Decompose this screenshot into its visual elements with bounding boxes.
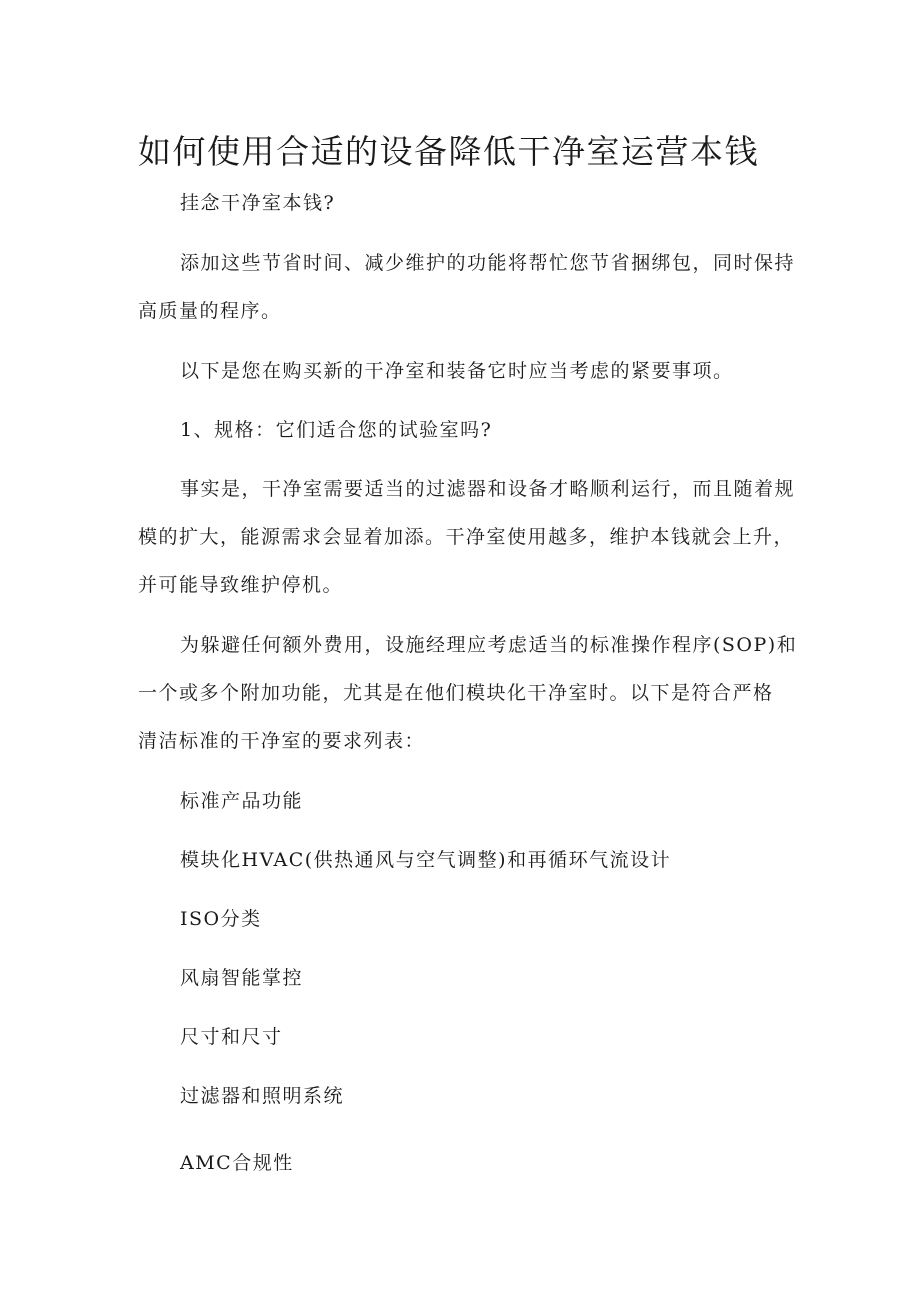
list-item: 标准产品功能: [180, 790, 304, 812]
paragraph-avoid-cost-line-2: 一个或多个附加功能，尤其是在他们模块化干净室时。以下是符合严格: [138, 682, 774, 704]
paragraph-considerations: 以下是您在购买新的干净室和装备它时应当考虑的紧要事项。: [180, 360, 734, 382]
paragraph-fact-line-1: 事实是，干净室需要适当的过滤器和设备才略顺利运行，而且随着规: [180, 478, 796, 500]
paragraph-fact-line-3: 并可能导致维护停机。: [138, 574, 344, 596]
list-item: AMC合规性: [180, 1152, 294, 1174]
paragraph-avoid-cost-line-3: 清洁标准的干净室的要求列表：: [138, 730, 426, 752]
list-item: 风扇智能掌控: [180, 967, 304, 989]
paragraph-features-line-1: 添加这些节省时间、减少维护的功能将帮忙您节省捆绑包，同时保持: [180, 252, 796, 274]
list-item: 过滤器和照明系统: [180, 1085, 345, 1107]
paragraph-avoid-cost-line-1: 为躲避任何额外费用，设施经理应考虑适当的标准操作程序(SOP)和: [180, 634, 798, 656]
list-item: ISO分类: [180, 908, 262, 930]
document-title: 如何使用合适的设备降低干净室运营本钱: [138, 132, 759, 172]
paragraph-question-cost: 挂念干净室本钱?: [180, 192, 336, 214]
list-item: 尺寸和尺寸: [180, 1026, 283, 1048]
list-item: 模块化HVAC(供热通风与空气调整)和再循环气流设计: [180, 849, 672, 871]
paragraph-fact-line-2: 模的扩大，能源需求会显着加添。干净室使用越多，维护本钱就会上升，: [138, 526, 795, 548]
paragraph-features-line-2: 高质量的程序。: [138, 300, 282, 322]
section-heading-specification: 1、规格：它们适合您的试验室吗?: [180, 419, 493, 441]
